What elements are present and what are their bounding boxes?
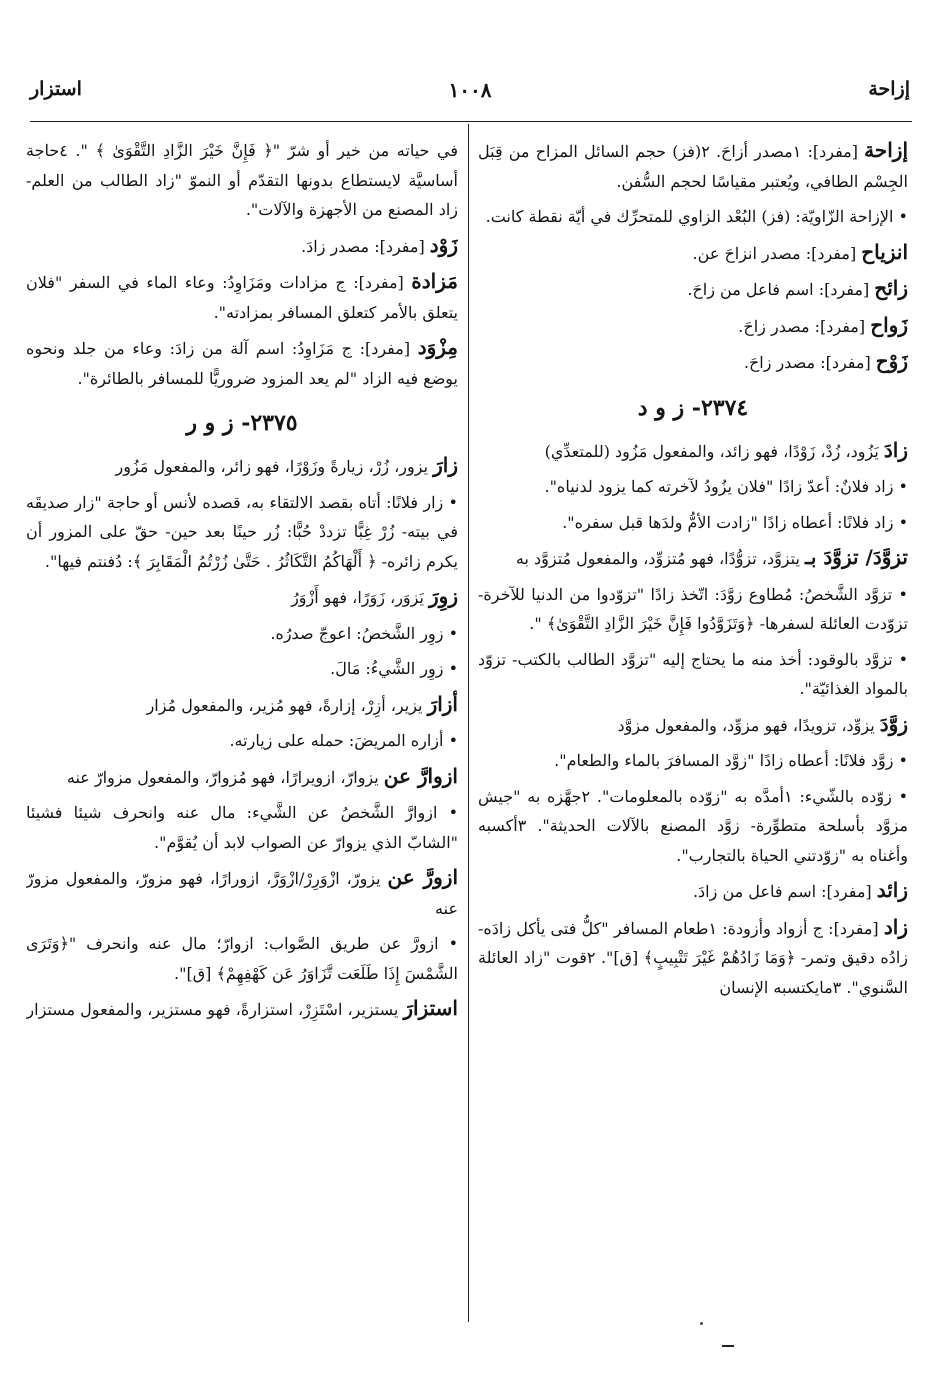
entry-definition: [مفرد]: اسم فاعل من زادَ. — [692, 882, 877, 901]
entry-definition: يزور، زُرْ، زيارةً وزَوْرًا، فهو زائر، والمفعول مَزُور — [115, 457, 434, 476]
entry-headword: زائد — [876, 878, 908, 902]
page-header — [30, 78, 910, 112]
entry-definition: [مفرد]: مصدر زاحَ. — [738, 316, 871, 336]
column-divider — [468, 124, 469, 1322]
sense-paragraph: في حياته من خير أو شرّ "﴿ فَإِنَّ خَيْرَ الزَّادِ التَّقْوَىٰ ﴾ ". ٤حاجة أساسيَّة لايستطاع بدونها التقدّم أو النموّ "زاد الطالب من العلم- زاد المصنع من الأجهزة والآلات". — [26, 141, 458, 219]
header-rule — [30, 121, 912, 122]
running-head-last-word: استزار — [30, 78, 82, 100]
sense-paragraph: • تزوَّد بالوقود: أخذ منه ما يحتاج إليه "تزوَّد الطالب بالكتب- تزوّد بالمواد الغذائيّة". — [478, 649, 908, 698]
dictionary-entry — [478, 311, 908, 342]
dictionary-entry — [478, 913, 908, 1003]
entry-definition: يزورّ، ازْوَرِرْ/ازْوَرَّ، ازورارًا، فهو مزورّ، والمفعول مزورّ عنه — [26, 869, 458, 918]
entry-definition: [مفرد]: ١مصدر أزاحَ. ٢(فز) حجم السائل المزاح من قِبَل الجِسْم الطافي، ويُعتبر مقياسًا لحجم السُّفن. — [478, 142, 908, 191]
entry-definition: [مفرد]: ج مزادات ومَزَاوِدُ: وعاء الماء في السفر "فلان يتعلق بالأمر كتعلق المسافر بمزادته". — [26, 273, 458, 322]
entry-headword: زَواح — [870, 312, 908, 337]
sense-paragraph: • زوّده بالشّيء: ١أمدَّه به "زوّده بالمعلومات". ٢جهَّزه به "جيش مزوَّد بأسلحة متطوِّرة- زوَّد المصنع بالآلات الحديثة". ٣أكسبه وأغناه به "زوّدتني الحياة بالتجارب". — [478, 786, 908, 865]
page-number: ١٠٠٨ — [448, 78, 492, 102]
dictionary-entry — [478, 436, 908, 467]
entry-definition: يزوِّد، تزويدًا، فهو مزوِّد، والمفعول مزوَّد — [617, 715, 880, 735]
right-column — [478, 136, 908, 1331]
entry-definition: يزير، أزِرْ، إزارةً، فهو مُزير، والمفعول مُزار — [146, 695, 428, 715]
entry-definition: يتزوَّد، تزوُّدًا، فهو مُتزوِّد، والمفعول مُتزوَّد به — [515, 549, 805, 568]
dictionary-entry — [26, 267, 458, 327]
dictionary-entry — [478, 543, 908, 574]
dictionary-entry — [478, 347, 908, 378]
entry-definition: [مفرد]: ج أزواد وأزودة: ١طعام المسافر "كلُّ فتى يأكل زادَه- زادُه دقيق وتمر- ﴿وَمَا زَادُهُمْ غَيْرَ تَتْبِيبٍ﴾ [ق]". ٢قوت "زاد العائلة السَّنوي". ٣مايكتسبه الإنسان — [478, 918, 908, 997]
root-section-heading: ٢٣٧٤- ز و د — [637, 394, 749, 421]
dictionary-entry — [478, 238, 908, 269]
dictionary-entry — [26, 863, 458, 923]
entry-headword: زائح — [874, 276, 908, 300]
dictionary-entry — [26, 582, 458, 613]
sense-paragraph: • زاد فلانًا: أعطاه زادًا "زادت الأمُّ ولدَها قبل سفره". — [562, 512, 908, 532]
sense-paragraph: • تزوَّد الشَّخصُ: مُطاوع زوَّدَ: اتّخذ زادًا "تزوّدوا من الدنيا للآخرة- تزوّدت العائلة لسفرها- ﴿وَتَزَوَّدُوا فَإِنَّ خَيْرَ الزَّادِ التَّقْوَىٰ﴾ ". — [478, 584, 908, 633]
running-head-first-word: إزاحة — [868, 78, 910, 100]
entry-headword: ازوارَّ عن — [383, 763, 458, 788]
dictionary-entry — [26, 762, 458, 793]
entry-definition: [مفرد]: اسم فاعل من زاحَ. — [687, 280, 875, 299]
entry-headword: مِزْوَد — [417, 335, 458, 359]
entry-headword: مَزادة — [411, 269, 458, 293]
left-column — [26, 136, 458, 1331]
sense-paragraph: • زاد فلانٌ: أعدّ زادًا "فلان يزُودُ لآخرته كما يزود لدنياه". — [544, 477, 908, 496]
sense-paragraph: • زوَّد فلانًا: أعطاه زادًا "زوَّد المسافرَ بالماء والطعام". — [554, 751, 908, 770]
entry-definition: يَزوَر، زَوَرًا، فهو أَزْوَرُ — [291, 588, 430, 607]
entry-headword: زارَ — [433, 453, 458, 477]
dictionary-entry — [478, 710, 908, 741]
sense-paragraph: • زوِر الشَّيءُ: مَالَ. — [330, 659, 458, 678]
entry-definition: [مفرد]: مصدر زادَ. — [301, 236, 430, 256]
sense-paragraph: • ازورَّ عن طريق الصَّواب: ازوارّ؛ مال عنه وانحرف "﴿وَتَرَى الشَّمْسَ إِذَا طَلَعَت تَّزَاوَرُ عَن كَهْفِهِمْ﴾ [ق]". — [26, 934, 458, 983]
entry-headword: زادَ — [883, 437, 908, 462]
sense-paragraph: • زار فلانًا: أتاه بقصد الالتقاء به، قصده لأنس أو حاجة "زار صديقَه في بيته- زُرْ غِبًّا تزددْ حُبًّا: زُر حينًا بعد حين- حقّ على المزور أن يكرم زائره- ﴿ أَلْهَاكُمُ التَّكَاثُرُ . حَتَّىٰ زُرْتُمُ الْمَقَابِرَ ﴾: دُفنتم فيها". — [26, 492, 458, 571]
dictionary-entry — [26, 994, 458, 1025]
dictionary-entry — [26, 690, 458, 721]
dictionary-entry — [26, 333, 458, 393]
entry-headword: أزارَ — [427, 691, 458, 716]
entry-headword: انزياح — [861, 239, 908, 264]
entry-definition: [مفرد]: مصدر انزاحَ عن. — [692, 243, 862, 263]
entry-definition: يستزير، اسْتَزِرْ، استزارةً، فهو مستزير، والمفعول مستزار — [26, 1000, 404, 1019]
sense-paragraph: • ازوارَّ الشَّخصُ عن الشَّيء: مال عنه وانحرف شيئا فشيئا "الشابّ الذي يزوارّ عن الصواب لابد أن يُقوَّم". — [26, 803, 458, 852]
entry-headword: زَوْح — [875, 349, 908, 373]
entry-definition: [مفرد]: ج مَزَاوِدُ: اسم آلة من زادَ: وعاء من جلد ونحوه يوضع فيه الزاد "لم يعد المزود ضروريًّا للمسافر بالطائرة". — [26, 339, 458, 388]
footer-dash — [722, 1345, 734, 1347]
root-section-heading: ٢٣٧٥- ز و ر — [186, 410, 298, 436]
entry-headword: استزارَ — [403, 996, 458, 1020]
sense-paragraph: • أزاره المريضَ: حمله على زيارته. — [229, 731, 458, 750]
entry-headword: زوِرَ — [429, 584, 458, 608]
entry-headword: زَوْد — [429, 232, 458, 257]
dictionary-entry — [478, 274, 908, 305]
entry-definition: [مفرد]: مصدر زاحَ. — [743, 353, 876, 372]
sense-paragraph: • زوِر الشَّخصُ: اعوجّ صدرُه. — [270, 623, 458, 643]
dictionary-entry — [478, 136, 908, 196]
dictionary-entry — [478, 876, 908, 907]
entry-headword: زاد — [883, 914, 908, 939]
entry-headword: زوَّدَ — [879, 711, 908, 736]
sense-paragraph: • الإزاحة الزّاويّة: (فز) البُعْد الزاوي للمتحرِّك في أيّة نقطة كانت. — [485, 207, 908, 226]
entry-definition: يزوارّ، ازويرارًا، فهو مُزوارّ، والمفعول مزوارّ عنه — [66, 767, 384, 787]
entry-headword: ازورَّ عن — [387, 865, 458, 889]
dictionary-entry — [26, 451, 458, 482]
entry-headword: تزوَّدَ/ تزوَّدَ بـ — [805, 545, 908, 569]
footer-mark — [700, 1322, 703, 1325]
entry-definition: يَزُود، زُدْ، زَوْدًا، فهو زائد، والمفعول مَزُود (للمتعدِّي) — [544, 441, 884, 461]
entry-headword: إزاحة — [864, 138, 908, 162]
dictionary-entry — [26, 231, 458, 262]
